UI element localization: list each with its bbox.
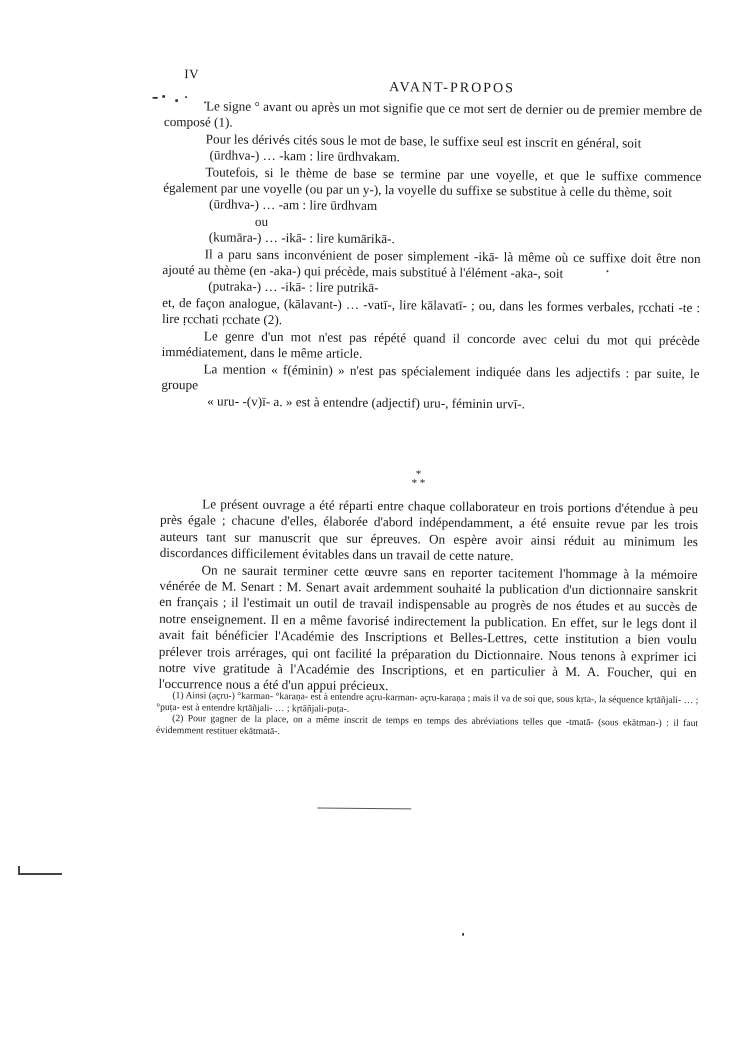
example-or: ou [254,213,269,229]
footnote-1: (1) Ainsi (açru-) °karman- °karaṇa- est à entendre açru-karman- açru-karaṇa ; mais il va de soi que, sous kṛta-, la séquence kṛtāñjali- … ; °puṭa- est à entendre kṛtāñjali- … ; kṛtāñjali-puṭa-. [156,690,699,715]
asterism-divider [405,470,431,488]
paragraph-division: Le présent ouvrage a été réparti entre chaque collaborateur en trois portions d'étendue à peu près égale ; chacune d'elles, élaborée d'abord indépendamment, a été ensuite revue par les trois auteurs tant sur manuscrit que sur épreuves. On espère avoir ainsi réduit au minimum les discordances difficilement évitables dans un travail de cette nature. [159,496,699,564]
paragraph-gender: Le genre d'un mot n'est pas répété quand il concorde avec celui du mot qui précède immédiatement, dans le même article. [161,328,700,361]
paragraph-feminine: La mention « f(éminin) » n'est pas spécialement indiquée dans les adjectifs : par suite, le groupe [161,360,700,393]
acknowledgement-section [158,496,698,698]
scan-specks [5,0,750,4]
intro-section [161,98,702,415]
paragraph-vowel: Toutefois, si le thème de base se termine par une voyelle, et que le suffixe commence également par une voyelle (ou par un y-), la voyelle du suffixe se substitue à celle du thème, soit [163,163,702,200]
paragraph-sign: Le signe ° avant ou après un mot signifie que ce mot sert de dernier ou de premier membre de composé (1). [163,98,703,131]
paragraph-analogue: et, de façon analogue, (kālavant-) … -vatī-, lire kālavatī- ; ou, dans les formes verbales, ṛcchati -te : lire ṛcchati ṛcchate (2). [161,294,701,328]
example-line: (ūrdhva-) … -kam : lire ūrdhvakam. [209,147,401,165]
closing-rule [317,807,411,809]
paragraph-senart: On ne saurait terminer cette œuvre sans en reporter tacitement l'hommage à la mémoire vénérée de M. Senart : M. Senart avait ardemment souhaité la publication d'un dictionnaire sanskrit en français ; il l'estimait un outil de travail indispensable au progrès de nos études et au succès de notre enseignement. Il en a même favorisé indirectement la publication. En effet, sur le legs dont il avait fait bénéficier l'Académie des Inscriptions et Belles-Lettres, cette institution a bien voulu prélever trois arrérages, qui ont facilité la préparation du Dictionnaire. Nous tenons à exprimer ici notre vive gratitude à l'Académie des Inscriptions, et en particulier à M. A. Foucher, qui en l'occurrence nous a été d'un appui précieux. [158,561,698,694]
asterism-bottom: * * [411,477,426,490]
page-number: IV [184,66,200,82]
footnotes [156,690,698,742]
running-head: AVANT-PROPOS [389,80,515,97]
example-line: « uru- -(v)ī- a. » est à entendre (adjectif) uru-, féminin urvī-. [207,393,526,412]
example-line: (ūrdhva-) … -am : lire ūrdhvam [209,196,378,214]
example-line: (kumāra-) … -ikā- : lire kumārikā-. [208,229,395,247]
paragraph-suffix: Il a paru sans inconvénient de poser simplement -ikā- là même où ce suffixe doit être non ajouté au thème (en -aka-) qui précède, mais substitué à l'élément -aka-, soit [162,246,701,281]
binding-mark [18,873,62,875]
example-line: (putraka-) … -ikā- : lire putrikā- [208,278,379,296]
paragraph-derived: Pour les dérivés cités sous le mot de base, le suffixe seul est inscrit en général, soit [205,131,642,151]
asterism-top: * [415,468,422,481]
footnote-2: (2) Pour gagner de la place, on a même inscrit de temps en temps des abréviations telles que -tmatā- (sous ekātman-) : il faut évidemment restituer ekātmatā-. [155,713,699,737]
